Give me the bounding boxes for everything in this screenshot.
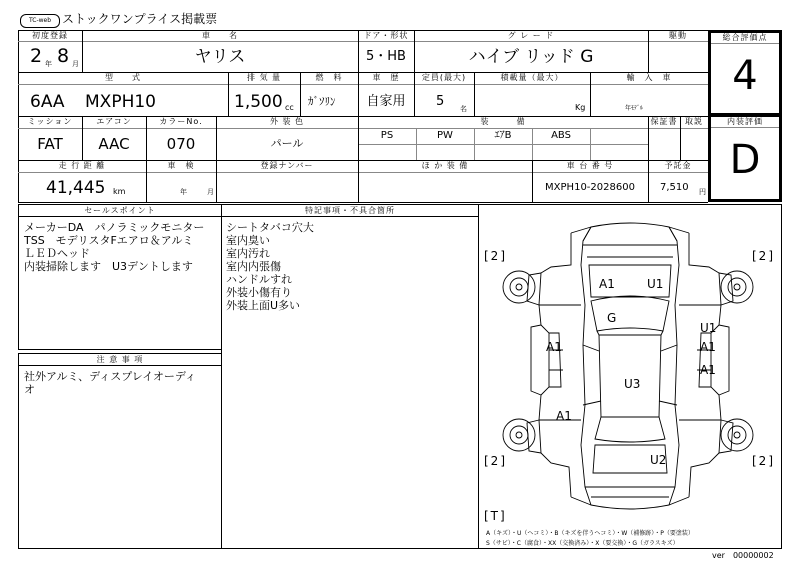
label-manual: 取説 xyxy=(685,117,703,126)
cautions-list xyxy=(19,366,221,396)
reg-month-unit: 月 xyxy=(72,60,79,68)
car-left-side xyxy=(539,233,571,497)
label-payload: 積載量（最大） xyxy=(500,73,564,82)
model-prefix: 6AA xyxy=(30,92,65,112)
reg-month: 8 xyxy=(57,45,70,67)
tire-marker-front-right: [2] xyxy=(752,249,775,263)
label-grade: グ レ ー ド xyxy=(507,31,555,40)
mission: FAT xyxy=(37,135,63,153)
damage-a1-left-door: A1 xyxy=(546,340,562,354)
tire-front-right xyxy=(721,271,753,303)
chassis-number: MXPH10-2028600 xyxy=(545,182,635,193)
damage-u2-rear: U2 xyxy=(650,453,667,467)
label-displacement: 排 気 量 xyxy=(246,73,282,82)
equipment-2: PW xyxy=(437,130,453,141)
roof xyxy=(599,335,661,417)
list-item: 社外アルミ、ディスプレイオーディ xyxy=(24,370,197,383)
label-mission: ミッション xyxy=(27,117,73,126)
tire-rear-right xyxy=(721,419,753,451)
tire-marker-rear-left: [2] xyxy=(484,454,507,468)
model: MXPH10 xyxy=(85,92,156,112)
label-import: 輸 入 車 xyxy=(626,73,672,82)
list-item: 外装小傷有り xyxy=(226,286,292,299)
capacity: 5 xyxy=(436,94,445,109)
displacement-unit: cc xyxy=(285,103,294,112)
reg-year-unit: 年 xyxy=(45,60,52,68)
list-item: シートタバコ穴大 xyxy=(226,221,314,234)
interior-grade-box xyxy=(708,116,782,202)
windshield xyxy=(591,296,669,331)
label-drive: 駆動 xyxy=(669,31,687,40)
list-item: ハンドルすれ xyxy=(226,273,292,286)
label-reserve-price: 予託金 xyxy=(664,161,692,170)
label-other-equipment: ほ か 装 備 xyxy=(421,161,469,170)
equipment-3: ｴｱB xyxy=(494,130,512,141)
list-item: 室内汚れ xyxy=(226,247,270,260)
rear-window xyxy=(595,417,665,442)
label-chassis-number: 車 台 番 号 xyxy=(566,161,614,170)
label-model: 型 式 xyxy=(105,73,141,82)
label-history: 車 歴 xyxy=(372,73,400,82)
mileage: 41,445 xyxy=(46,178,106,198)
label-equipment: 装 備 xyxy=(480,117,526,126)
tire-marker-front-left: [2] xyxy=(484,249,507,263)
label-first-reg: 初度登録 xyxy=(32,31,68,40)
list-item: 内装掃除します U3デントします xyxy=(24,260,193,273)
damage-a1-right-rear: A1 xyxy=(700,363,716,377)
car-name: ヤリス xyxy=(194,47,246,67)
capacity-unit: 名 xyxy=(460,105,467,113)
total-grade-box xyxy=(708,30,782,116)
reserve-price: 7,510 xyxy=(660,182,689,193)
label-total-grade: 総合評価点 xyxy=(711,33,779,44)
damage-u1-front-right: U1 xyxy=(647,277,664,291)
history: 自家用 xyxy=(366,94,406,109)
label-reg-number: 登録ナンバー xyxy=(260,161,314,170)
import-note: 年ﾓﾃﾞﾙ xyxy=(625,105,644,112)
tire-front-left xyxy=(503,271,535,303)
inspection-year-unit: 年 xyxy=(180,188,187,196)
displacement: 1,500 xyxy=(234,92,283,112)
reserve-unit: 円 xyxy=(699,188,706,196)
sales-points-box xyxy=(18,204,222,350)
label-inspection: 車 検 xyxy=(167,161,195,170)
car-inspection-diagram xyxy=(479,205,781,535)
label-capacity: 定員(最大) xyxy=(421,73,467,82)
label-interior-grade: 内装評価 xyxy=(711,117,779,128)
damage-legend-line1: A（キズ）・U（ヘコミ）・B（キズを伴うヘコミ）・W（補修跡）・P（要塗装） xyxy=(486,530,694,537)
label-color-no: カラーNo. xyxy=(159,117,203,126)
label-special-notes: 特記事項・不具合箇所 xyxy=(222,205,478,217)
special-notes-list xyxy=(222,217,478,312)
total-grade: 4 xyxy=(732,53,758,99)
list-item: メーカーDA パノラミックモニター xyxy=(24,221,205,234)
label-sales-points: セールスポイント xyxy=(19,205,221,217)
label-mileage: 走 行 距 離 xyxy=(58,161,106,170)
damage-a1-right-front-door: A1 xyxy=(700,340,716,354)
list-item: ＬＥＤヘッド xyxy=(24,247,90,260)
mileage-unit: km xyxy=(113,187,126,196)
label-fuel: 燃 料 xyxy=(315,73,343,82)
color-no: 070 xyxy=(166,135,196,153)
tire-rear-left xyxy=(503,419,535,451)
label-exterior-color: 外 装 色 xyxy=(269,117,305,126)
damage-legend-line2: S（サビ）・C（腐食）・XX（交換済み）・X（要交換）・G（ガラスキズ） xyxy=(486,540,679,547)
list-item: 外装上面U多い xyxy=(226,299,301,312)
grade: ハイブ リッド G xyxy=(468,47,594,67)
damage-u1-right-front-door: U1 xyxy=(700,321,717,335)
list-item: オ xyxy=(24,383,35,396)
damage-a1-front-left: A1 xyxy=(599,277,615,291)
label-car-name: 車 名 xyxy=(202,31,238,40)
special-notes-box xyxy=(221,204,479,549)
interior-grade: D xyxy=(729,137,761,183)
inspection-month-unit: 月 xyxy=(207,188,214,196)
list-item: 室内内張傷 xyxy=(226,260,281,273)
label-warranty: 保証書 xyxy=(650,117,678,126)
damage-u3-roof: U3 xyxy=(624,377,641,391)
label-cautions: 注 意 事 項 xyxy=(19,354,221,366)
equipment-1: PS xyxy=(380,130,394,141)
damage-g-windshield: G xyxy=(607,311,617,325)
cautions-box xyxy=(18,353,222,549)
form-title: ストックワンプライス掲載票 xyxy=(62,12,218,26)
list-item: TSS モデリスタFエアロ＆アルミ xyxy=(24,234,194,247)
equipment-4: ABS xyxy=(551,130,571,141)
fuel: ｶﾞｿﾘﾝ xyxy=(308,95,336,108)
sales-points-list xyxy=(19,217,221,273)
trunk-marker: [T] xyxy=(484,509,507,523)
version-number: ver 00000002 xyxy=(712,551,774,560)
aircon: AAC xyxy=(98,135,130,153)
list-item: 室内臭い xyxy=(226,234,270,247)
damage-a1-left-rear: A1 xyxy=(556,409,572,423)
label-aircon: エアコン xyxy=(96,117,132,126)
tire-marker-rear-right: [2] xyxy=(752,454,775,468)
payload-unit: Kg xyxy=(575,103,586,112)
exterior-color: パール xyxy=(270,137,304,150)
label-doors-shape: ドア・形状 xyxy=(363,31,409,40)
logo: TC-web xyxy=(20,14,60,28)
doors-shape: 5・HB xyxy=(366,49,406,64)
reg-year: 2 xyxy=(30,45,43,67)
